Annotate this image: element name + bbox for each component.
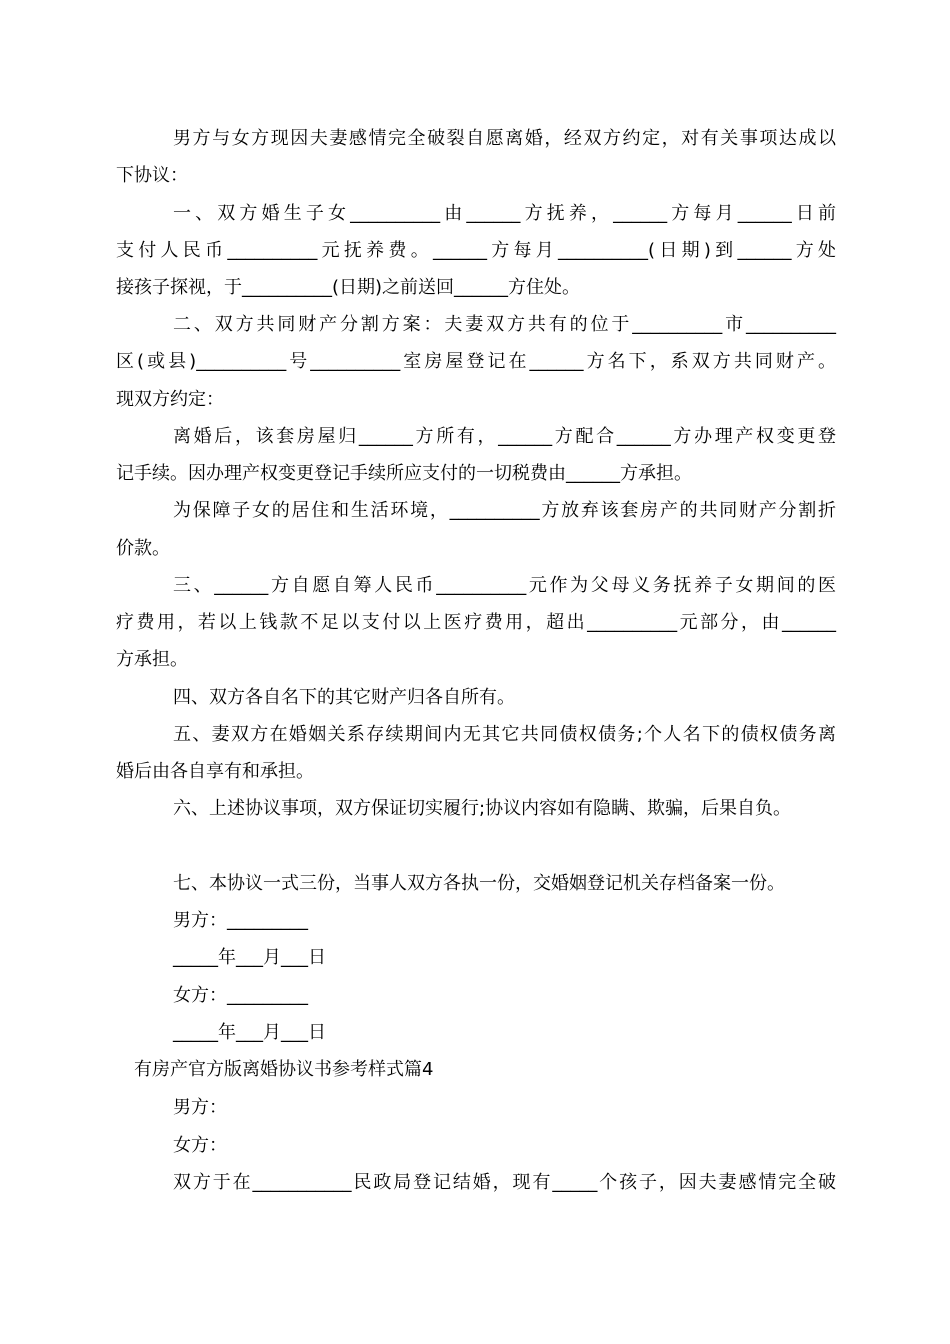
paragraph-line: 五、妻双方在婚姻关系存续期间内无其它共同债权债务;个人名下的债权债务离 [173,724,836,745]
paragraph-line: 为保障子女的居住和生活环境，__________方放弃该套房产的共同财产分割折 [173,500,836,521]
paragraph-line: 四、双方各自名下的其它财产归各自所有。 [173,687,515,708]
paragraph-line: 下协议： [116,165,188,186]
paragraph-line: 一、双方婚生子女__________由______方抚养，______方每月______日前 [173,203,836,224]
paragraph-line: 区(或县)__________号__________室房屋登记在______方名下，系双方共同财产。 [116,351,836,372]
paragraph-line: 六、上述协议事项，双方保证切实履行;协议内容如有隐瞒、欺骗，后果自负。 [173,798,792,819]
paragraph-line: 婚后由各自享有和承担。 [116,761,314,782]
paragraph-line: 疗费用，若以上钱款不足以支付以上医疗费用，超出__________元部分，由______ [116,612,836,633]
signature-line-female: 女方：_________ [173,985,308,1006]
paragraph-line: 方承担。 [116,649,188,670]
paragraph-line: 记手续。因办理产权变更登记手续所应支付的一切税费由______方承担。 [116,463,692,484]
paragraph-line: 支付人民币__________元抚养费。______方每月__________(日期)到______方处 [116,240,836,261]
paragraph-line: 价款。 [116,538,170,559]
signature-line-male: 男方：_________ [173,910,308,931]
paragraph-line: 二、双方共同财产分割方案：夫妻双方共有的位于__________市__________ [173,314,836,335]
paragraph-line: 双方于在___________民政局登记结婚，现有_____个孩子，因夫妻感情完全破 [173,1172,836,1193]
paragraph-line: 现双方约定： [116,389,224,410]
paragraph-line: 七、本协议一式三份，当事人双方各执一份，交婚姻登记机关存档备案一份。 [173,873,785,894]
section-heading: 有房产官方版离婚协议书参考样式篇4 [134,1059,434,1080]
paragraph-line: 男方与女方现因夫妻感情完全破裂自愿离婚，经双方约定，对有关事项达成以 [173,128,836,149]
paragraph-line: 接孩子探视，于__________(日期)之前送回______方住处。 [116,277,581,298]
date-line: _____年___月___日 [173,1022,326,1043]
party-line-female: 女方： [173,1135,227,1156]
date-line: _____年___月___日 [173,947,326,968]
paragraph-line: 三、______方自愿自筹人民币__________元作为父母义务抚养子女期间的医 [173,575,836,596]
party-line-male: 男方： [173,1097,227,1118]
paragraph-line: 离婚后，该套房屋归______方所有，______方配合______方办理产权变更登 [173,426,836,447]
